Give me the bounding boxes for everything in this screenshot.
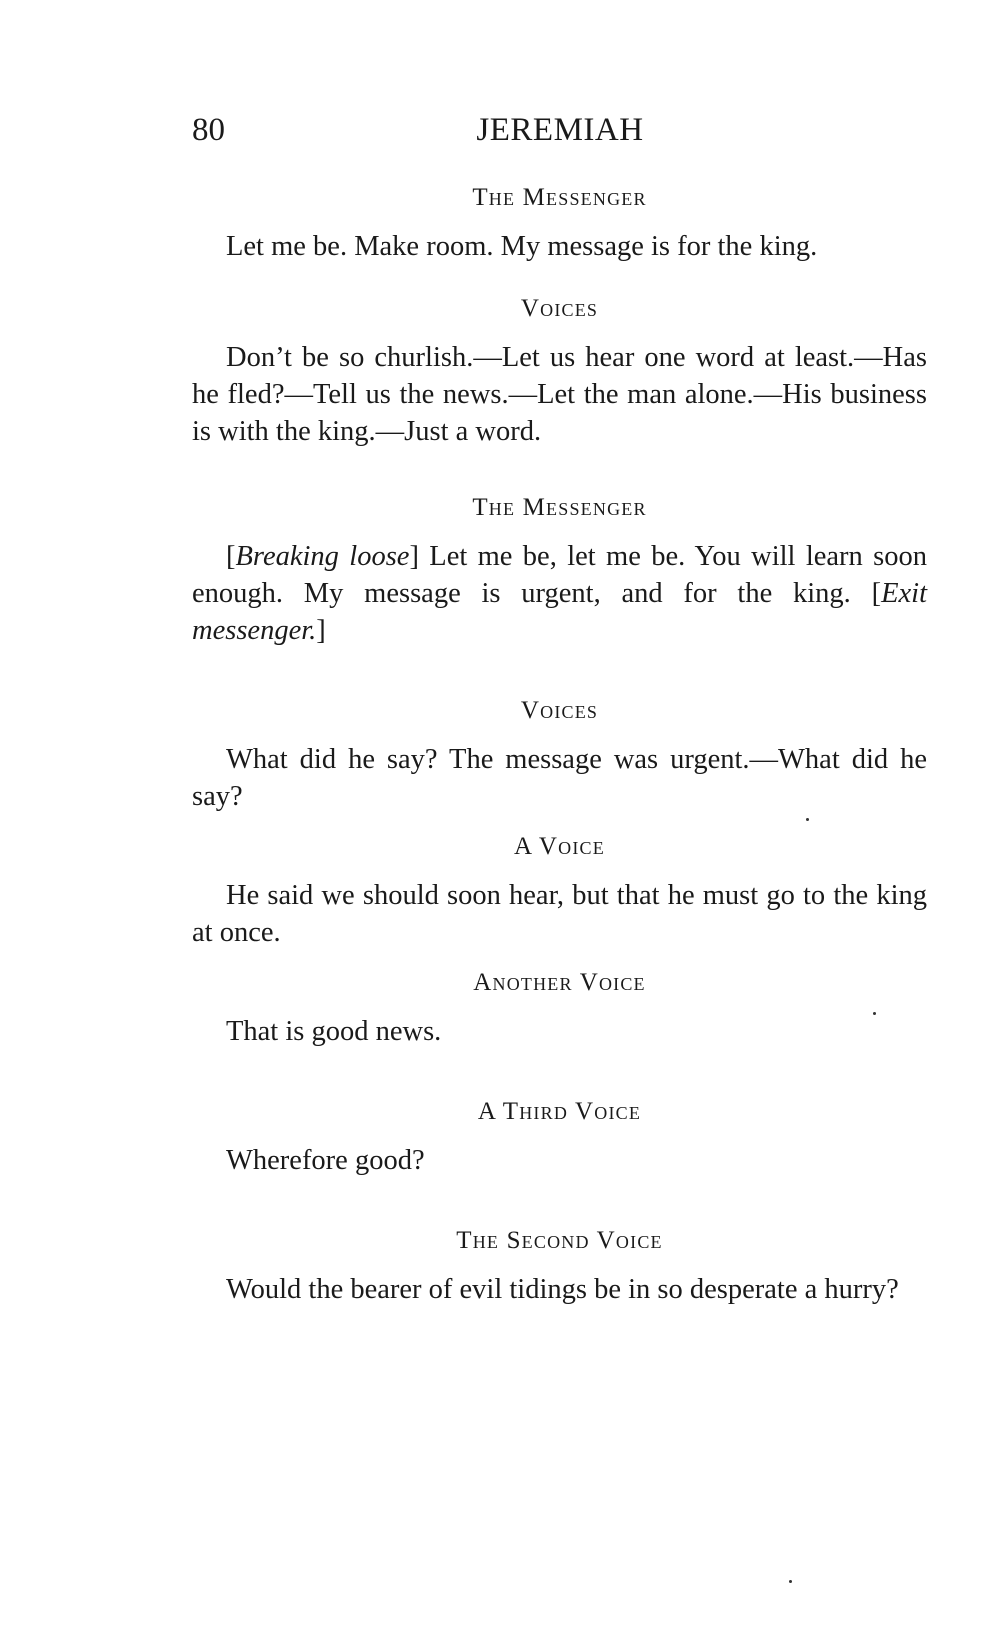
speaker-name: A Third Voice: [477, 1098, 642, 1125]
speaker-name: The Messenger: [472, 184, 647, 211]
play-text: [192, 180, 927, 1308]
speaker-name: The Messenger: [472, 494, 647, 521]
speech-text: Don’t be so churlish.—Let us hear one word at least.—Has he fled?—Tell us the news.—Let the man alone.—His business is with the king.—Just a word.: [192, 342, 927, 447]
speech-line: Let me be, let me be. You will learn soon enough. My message is urgent, and for the king.: [192, 541, 927, 609]
speech-text: Wherefore good?: [226, 1145, 425, 1176]
speech-block: [192, 1223, 927, 1308]
speaker-name: Voices: [520, 697, 599, 724]
speech-text: Let me be. Make room. My message is for the king.: [226, 231, 818, 262]
print-speck: [806, 818, 809, 821]
speech-block: [192, 693, 927, 815]
speech-text: [Breaking loose] Let me be, let me be. You will learn soon enough. My message is urgent, and for the king. [Exit messenger.]: [192, 541, 927, 646]
speech-text: He said we should soon hear, but that he must go to the king at once.: [192, 880, 927, 948]
speech-text: That is good news.: [226, 1016, 442, 1047]
speech-block: [192, 965, 927, 1050]
page-number: 80: [192, 112, 225, 148]
running-title: JEREMIAH: [476, 112, 644, 148]
speech-text: What did he say? The message was urgent.—What did he say?: [192, 744, 927, 812]
speaker-name: A Voice: [514, 833, 605, 860]
speaker-name: Another Voice: [473, 969, 646, 996]
page-header: [0, 112, 1002, 156]
speech-block: [192, 490, 927, 649]
print-speck: [873, 1012, 876, 1015]
speech-text: Would the bearer of evil tidings be in so desperate a hurry?: [226, 1274, 899, 1305]
speaker-name: Voices: [520, 295, 599, 322]
stage-direction: Breaking loose: [235, 541, 410, 572]
stage-direction: Exit messenger.: [192, 578, 927, 646]
speech-block: [192, 1094, 927, 1179]
print-speck: [789, 1580, 792, 1583]
speech-block: [192, 829, 927, 951]
speech-block: [192, 180, 927, 265]
speech-block: [192, 291, 927, 450]
speaker-name: The Second Voice: [456, 1227, 663, 1254]
